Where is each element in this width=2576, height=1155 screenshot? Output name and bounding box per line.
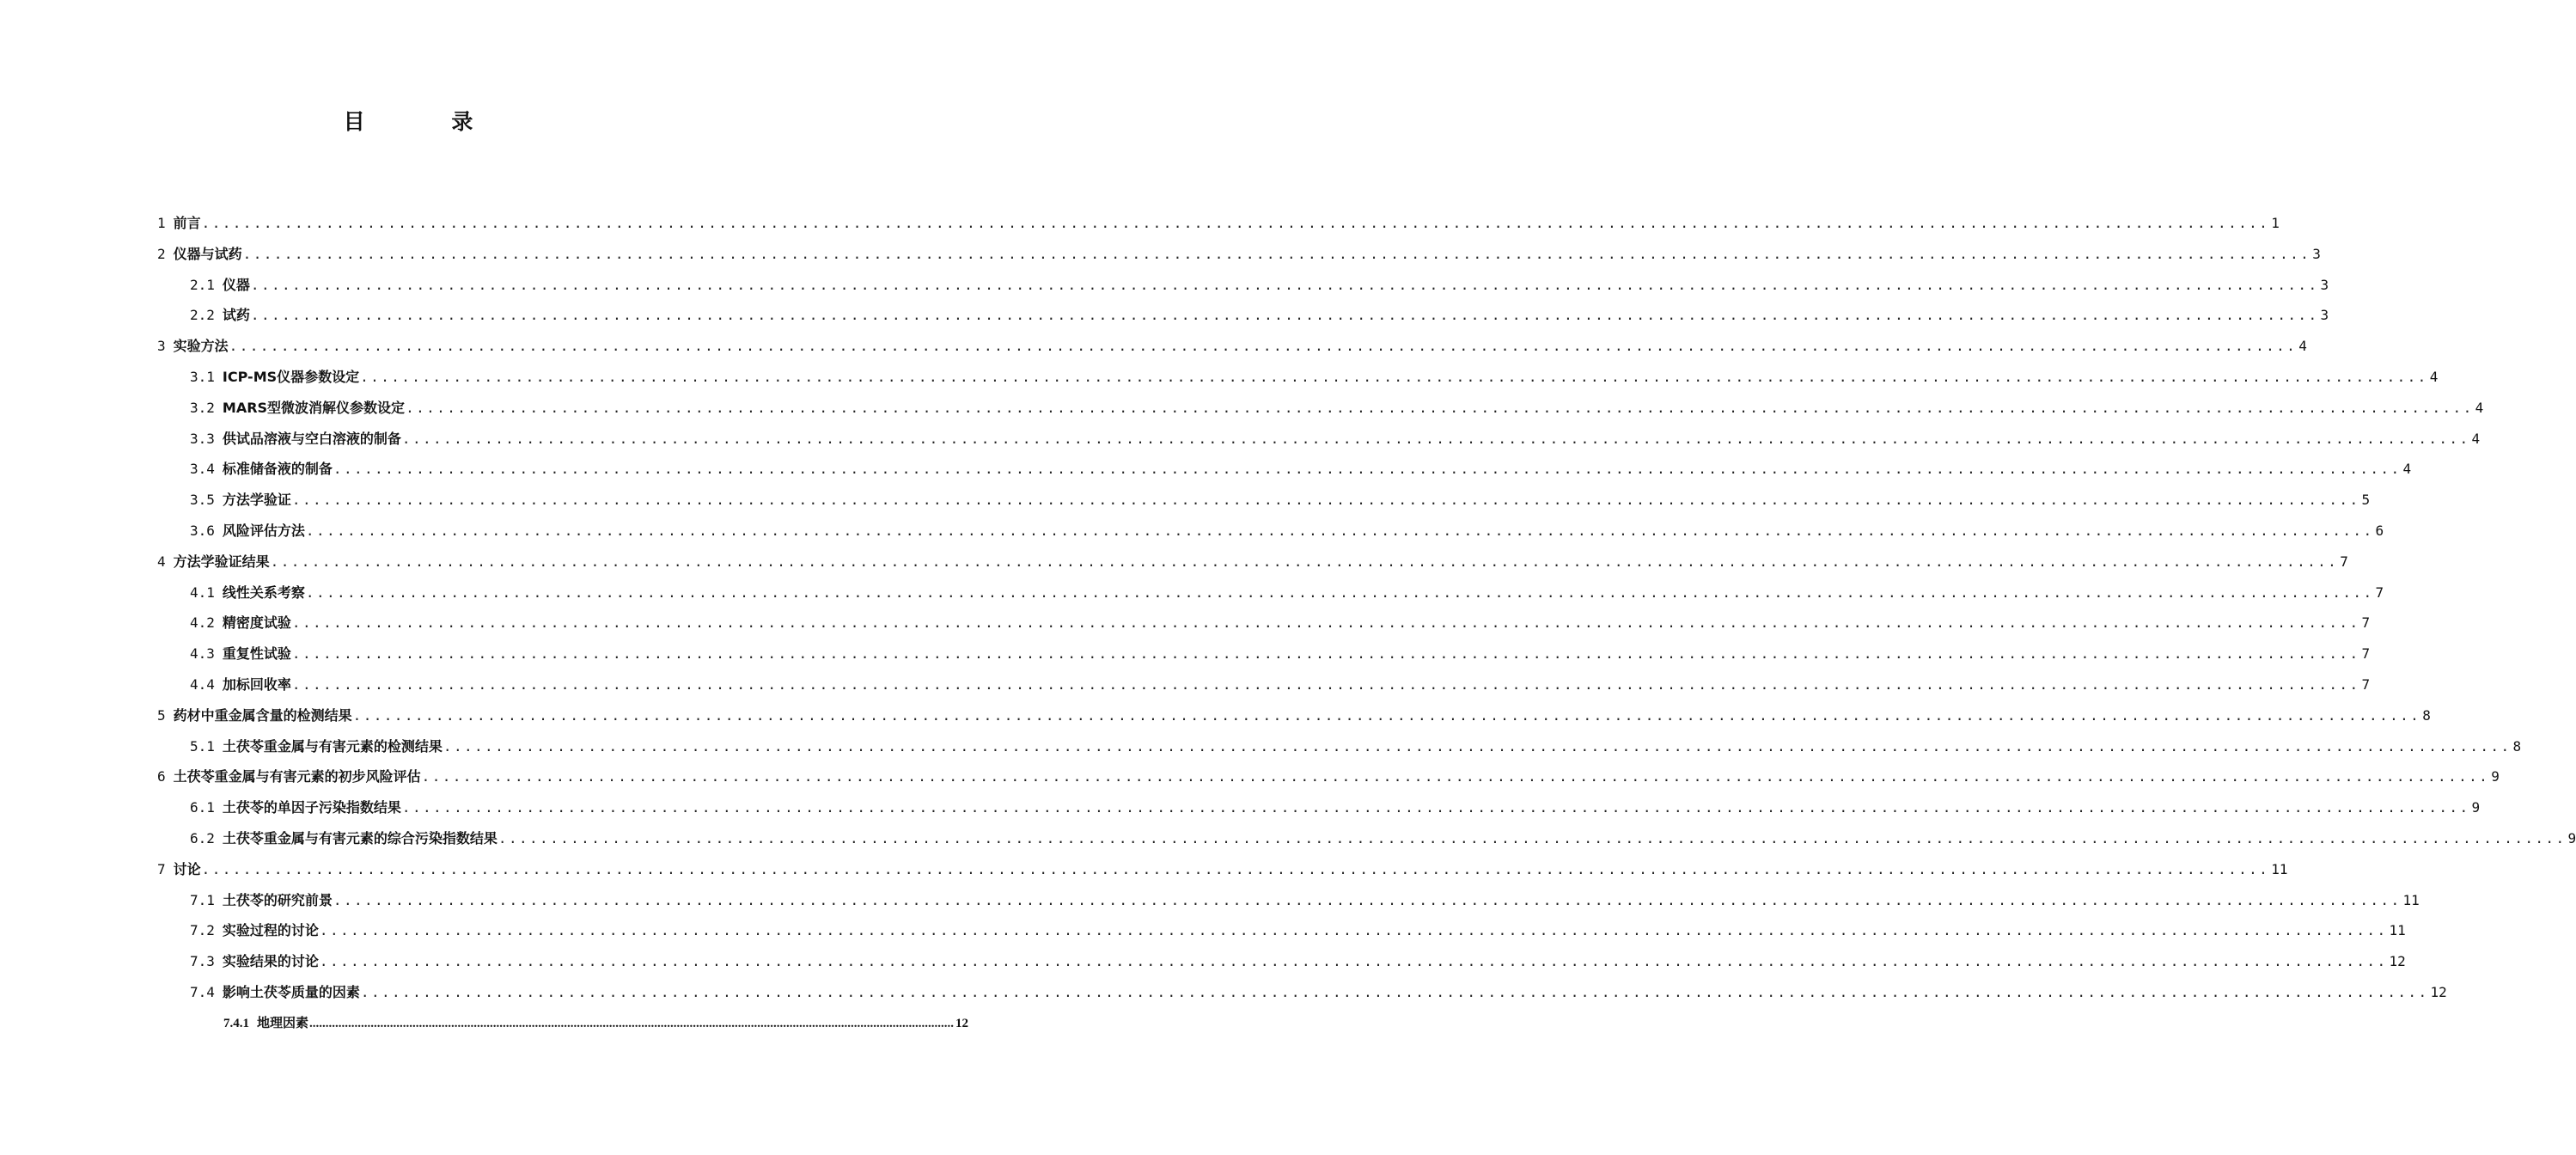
toc-entry-number: 3.6 <box>190 522 215 539</box>
toc-page-number: 9 <box>2471 799 2481 816</box>
toc-entry[interactable] <box>157 1008 969 1039</box>
toc-entry[interactable] <box>157 516 2384 547</box>
toc-entry-number: 2.1 <box>190 276 215 293</box>
toc-entry[interactable] <box>157 239 2321 270</box>
toc-entry-number: 4.2 <box>190 614 215 632</box>
toc-entry-number: 2.2 <box>190 307 215 324</box>
toc-page-number: 9 <box>2491 768 2500 785</box>
toc-entry-title: 实验过程的讨论 <box>222 922 319 939</box>
toc-dot-leader: ........................................................................................................................................................................................................ <box>360 368 2428 385</box>
toc-page-number: 12 <box>2430 983 2447 1000</box>
toc-entry[interactable] <box>157 731 2522 762</box>
toc-page-number: 3 <box>2320 307 2329 324</box>
toc-page-number: 11 <box>2389 922 2406 939</box>
toc-entry-title: 前言 <box>173 215 201 231</box>
toc-page-number: 7 <box>2361 614 2371 632</box>
toc-entry-title: 实验方法 <box>173 338 229 355</box>
toc-entry-number: 7.4 <box>190 983 215 1000</box>
page-title: 目 录 <box>343 109 513 134</box>
toc-entry-number: 5 <box>157 706 166 724</box>
toc-entry[interactable] <box>157 300 2329 331</box>
toc-dot-leader: ........................................................................................................................................................................................................ <box>352 706 2421 724</box>
toc-entry-number: 3.5 <box>190 492 215 509</box>
toc-page-number: 4 <box>2471 430 2481 447</box>
toc-dot-leader: ........................................................................................................................................................................................................ <box>360 983 2429 1000</box>
toc-dot-leader: ........................................................................................................................................................................................................ <box>421 768 2490 785</box>
toc-entry[interactable] <box>157 578 2384 608</box>
toc-entry-title: ICP-MS仪器参数设定 <box>222 368 360 385</box>
toc-entry-title: 风险评估方法 <box>222 522 305 539</box>
toc-entry-number: 6.1 <box>190 799 215 816</box>
toc-entry[interactable] <box>157 915 2406 946</box>
toc-entry[interactable] <box>157 639 2371 669</box>
toc-page-number: 4 <box>2402 461 2412 478</box>
toc-entry-title: 线性关系考察 <box>222 584 305 601</box>
toc-entry[interactable] <box>157 424 2481 455</box>
toc-entry[interactable] <box>157 946 2406 977</box>
toc-entry[interactable] <box>157 362 2439 393</box>
toc-entry[interactable] <box>157 761 2500 792</box>
toc-entry-number: 4.1 <box>190 584 215 601</box>
toc-page-number: 8 <box>2422 706 2431 724</box>
toc-page-number: 11 <box>2271 860 2288 877</box>
toc-page-number: 4 <box>2429 368 2439 385</box>
toc-entry-title: 实验结果的讨论 <box>222 953 319 970</box>
toc-entry-number: 3.2 <box>190 399 215 416</box>
toc-dot-leader: ........................................................................................................................................................................................................ <box>291 492 2360 509</box>
toc-page-number: 12 <box>2389 953 2406 970</box>
toc-entry-number: 4 <box>157 553 166 570</box>
toc-dot-leader: ........................................................................................................................................................................................................ <box>401 799 2470 816</box>
toc-entry-title: 土茯苓重金属与有害元素的初步风险评估 <box>173 768 421 785</box>
toc-entry-title: 加标回收率 <box>222 675 291 693</box>
toc-entry-title: 供试品溶液与空白溶液的制备 <box>222 430 401 447</box>
toc-entry-number: 3 <box>157 338 166 355</box>
toc-entry-number: 1 <box>157 215 166 231</box>
toc-entry[interactable] <box>157 700 2431 731</box>
toc-page-number: 7 <box>2361 675 2371 693</box>
toc-entry-number: 7.1 <box>190 891 215 908</box>
toc-dot-leader: ........................................................................................................................................................................................................ <box>250 276 2319 293</box>
toc-entry-number: 7 <box>157 860 166 877</box>
toc-entry[interactable] <box>157 823 2576 854</box>
toc-page-number: 4 <box>2475 399 2484 416</box>
toc-page-number: 5 <box>2361 492 2371 509</box>
toc-entry-number: 3.3 <box>190 430 215 447</box>
toc-entry-title: 试药 <box>222 307 250 324</box>
toc-dot-leader: ........................................................................................................................................................................................................ <box>497 829 2567 846</box>
toc-page-number: 9 <box>2567 829 2576 846</box>
toc-entry-title: MARS型微波消解仪参数设定 <box>222 399 406 416</box>
toc-dot-leader: ........................................................................................................................................................................................................ <box>401 430 2470 447</box>
toc-page-number: 6 <box>2375 522 2384 539</box>
toc-dot-leader: ........................................................................................................................................................................................................ <box>291 645 2360 663</box>
toc-entry-number: 4.3 <box>190 645 215 663</box>
toc-entry[interactable] <box>157 270 2329 301</box>
toc-entry-title: 仪器与试药 <box>173 245 242 262</box>
toc-entry-title: 方法学验证结果 <box>173 553 270 570</box>
toc-page-number: 8 <box>2512 737 2522 755</box>
toc-entry[interactable] <box>157 393 2484 424</box>
toc-entry[interactable] <box>157 547 2348 578</box>
toc-entry-title: 药材中重金属含量的检测结果 <box>173 706 352 724</box>
toc-dot-leader: ........................................................................................................................................................................................................ <box>443 737 2512 755</box>
toc-dot-leader: ........................................................................................................................................................................................................ <box>291 675 2360 693</box>
toc-dot-leader: ........................................................................................................................................................................................................ <box>229 338 2298 355</box>
table-of-contents <box>157 208 2576 1039</box>
toc-page-number: 7 <box>2361 645 2371 663</box>
toc-entry-title: 土茯苓的单因子污染指数结果 <box>222 799 401 816</box>
toc-entry-number: 5.1 <box>190 737 215 755</box>
toc-entry-title: 影响土茯苓质量的因素 <box>222 983 360 1000</box>
toc-entry[interactable] <box>157 669 2371 700</box>
toc-entry-title: 地理因素 <box>257 1014 309 1030</box>
toc-dot-leader: ........................................................................................................................................................................................................ <box>201 860 2270 877</box>
toc-entry-number: 3.4 <box>190 461 215 478</box>
toc-entry[interactable] <box>157 208 2280 239</box>
toc-dot-leader: ........................................................................................................................................................................................................ <box>250 307 2319 324</box>
toc-dot-leader: ........................................................................................................................................................................................................ <box>242 245 2311 262</box>
toc-page-number: 12 <box>955 1016 969 1030</box>
toc-entry-number: 7.2 <box>190 922 215 939</box>
toc-entry-number: 6 <box>157 768 166 785</box>
toc-dot-leader: ........................................................................................................................................................................................................ <box>305 522 2374 539</box>
toc-entry-title: 重复性试验 <box>222 645 291 663</box>
toc-entry[interactable] <box>157 485 2371 516</box>
toc-entry-title: 精密度试验 <box>222 614 291 632</box>
toc-entry[interactable] <box>157 331 2307 362</box>
toc-entry-number: 7.4.1 <box>223 1016 249 1030</box>
toc-page-number: 3 <box>2312 245 2321 262</box>
toc-page-number: 4 <box>2298 338 2307 355</box>
toc-dot-leader: ........................................................................................................................................................................................................ <box>309 1016 955 1030</box>
toc-dot-leader: ........................................................................................................................................................................................................ <box>305 584 2374 601</box>
toc-dot-leader: ........................................................................................................................................................................................................ <box>270 553 2339 570</box>
toc-dot-leader: ........................................................................................................................................................................................................ <box>319 953 2388 970</box>
toc-entry-title: 土茯苓重金属与有害元素的检测结果 <box>222 737 443 755</box>
toc-dot-leader: ........................................................................................................................................................................................................ <box>319 922 2388 939</box>
toc-dot-leader: ........................................................................................................................................................................................................ <box>406 399 2474 416</box>
toc-entry-number: 3.1 <box>190 368 215 385</box>
toc-entry-number: 2 <box>157 245 166 262</box>
toc-entry-title: 方法学验证 <box>222 492 291 509</box>
toc-entry[interactable] <box>157 792 2481 823</box>
toc-entry-number: 7.3 <box>190 953 215 970</box>
toc-entry[interactable] <box>157 854 2288 885</box>
toc-page-number: 1 <box>2271 215 2280 231</box>
toc-page-number: 3 <box>2320 276 2329 293</box>
toc-page-number: 7 <box>2375 584 2384 601</box>
toc-entry[interactable] <box>157 885 2420 916</box>
toc-entry-title: 土茯苓重金属与有害元素的综合污染指数结果 <box>222 829 497 846</box>
toc-entry[interactable] <box>157 454 2412 485</box>
toc-entry-title: 土茯苓的研究前景 <box>222 891 333 908</box>
toc-page-number: 11 <box>2402 891 2420 908</box>
toc-entry-title: 讨论 <box>173 860 201 877</box>
toc-entry-number: 6.2 <box>190 829 215 846</box>
toc-dot-leader: ........................................................................................................................................................................................................ <box>201 215 2270 231</box>
toc-entry-title: 仪器 <box>222 276 250 293</box>
toc-dot-leader: ........................................................................................................................................................................................................ <box>291 614 2360 632</box>
toc-entry-number: 4.4 <box>190 675 215 693</box>
toc-dot-leader: ........................................................................................................................................................................................................ <box>333 891 2402 908</box>
toc-page-number: 7 <box>2340 553 2348 570</box>
toc-dot-leader: ........................................................................................................................................................................................................ <box>333 461 2402 478</box>
toc-entry[interactable] <box>157 608 2371 639</box>
toc-entry-title: 标准储备液的制备 <box>222 461 333 478</box>
toc-entry[interactable] <box>157 977 2447 1008</box>
